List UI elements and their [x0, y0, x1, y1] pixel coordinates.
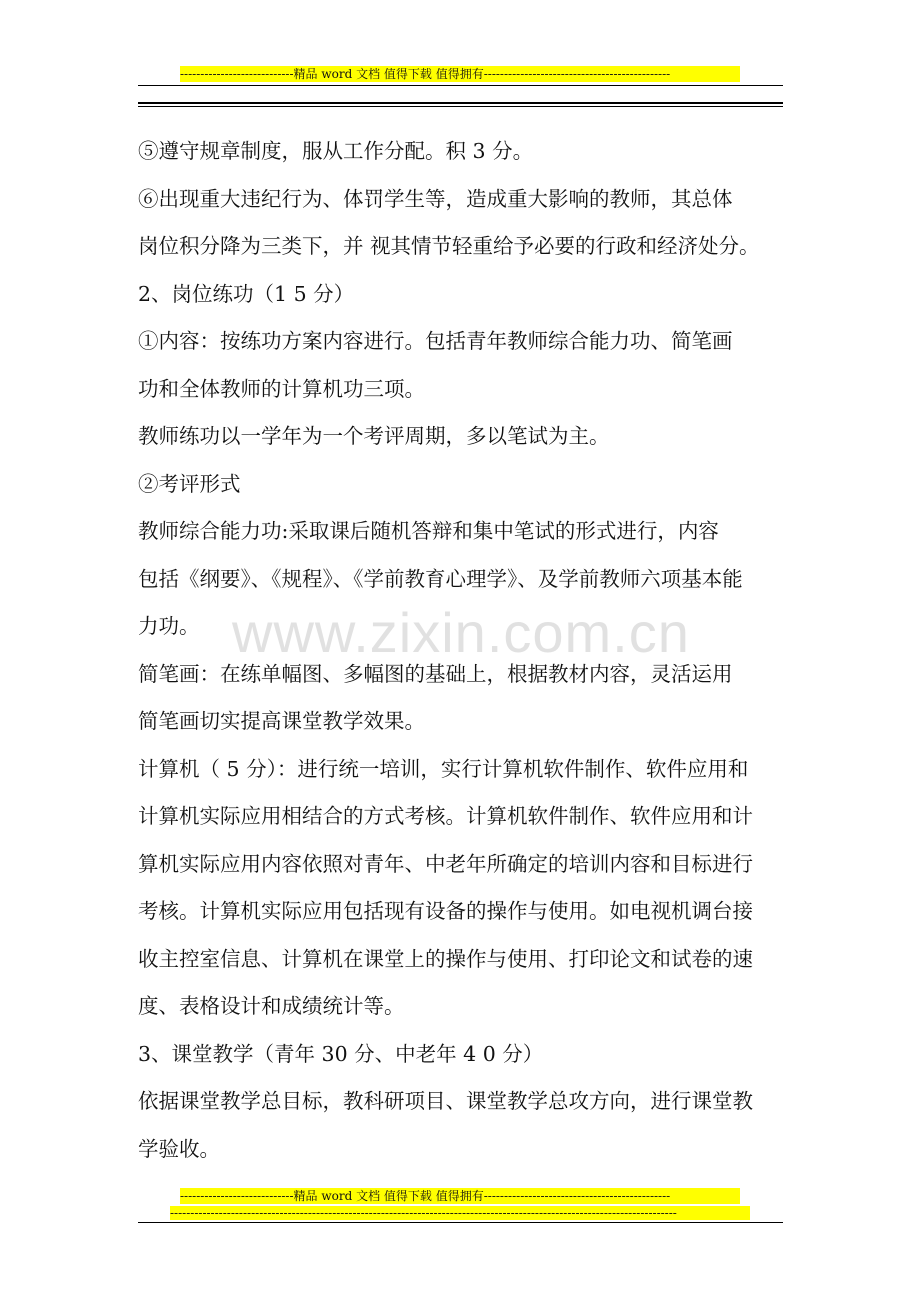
text-line-12: 简笔画：在练单幅图、多幅图的基础上，根据教材内容，灵活运用	[138, 661, 733, 686]
section-heading-2: 2、岗位练功（1 5 分）	[138, 281, 355, 306]
text-line-19: 度、表格设计和成绩统计等。	[138, 994, 405, 1018]
header-rule-thin	[138, 106, 783, 107]
text-line-21: 依据课堂教学总目标，教科研项目、课堂教学总攻方向，进行课堂教	[138, 1089, 753, 1113]
text-line-8: ②考评形式	[138, 471, 241, 496]
text-line-17: 考核。计算机实际应用包括现有设备的操作与使用。如电视机调台接	[138, 899, 753, 923]
text-line-15: 计算机实际应用相结合的方式考核。计算机软件制作、软件应用和计	[138, 804, 753, 828]
text-line-16: 算机实际应用内容依照对青年、中老年所确定的培训内容和目标进行	[138, 851, 753, 876]
footer-rule	[138, 1222, 783, 1223]
watermark: www.zixin.com.cn	[232, 601, 690, 664]
header-banner: ----------------------------精品 word 文档 值得下载 值得拥有----------------------------------------------	[180, 66, 740, 82]
text-line-14: 计算机（ 5 分）：进行统一培训，实行计算机软件制作、软件应用和	[138, 756, 749, 781]
text-line-1: ⑤遵守规章制度，服从工作分配。积 3 分。	[138, 139, 534, 163]
text-line-13: 简笔画切实提高课堂教学效果。	[138, 709, 425, 733]
footer-banner: ----------------------------精品 word 文档 值得下载 值得拥有----------------------------------------------	[180, 1188, 740, 1204]
text-line-6: 功和全体教师的计算机功三项。	[138, 376, 425, 401]
text-line-22: 学验收。	[138, 1136, 220, 1161]
text-line-3: 岗位积分降为三类下，并 视其情节轻重给予必要的行政和经济处分。	[138, 234, 760, 258]
header-rule-top	[138, 85, 783, 86]
text-line-11: 力功。	[138, 614, 200, 638]
section-heading-3: 3、课堂教学（青年 30 分、中老年 4 0 分）	[138, 1041, 544, 1066]
text-line-18: 收主控室信息、计算机在课堂上的操作与使用、打印论文和试卷的速	[138, 946, 753, 971]
footer-dashes: -----------------------------------------------------------------------------------------------------------------------------	[170, 1206, 750, 1220]
text-line-10: 包括《纲要》、《规程》、《学前教育心理学》、及学前教师六项基本能	[138, 566, 743, 591]
header-rule-thick	[138, 102, 783, 104]
text-line-9: 教师综合能力功:采取课后随机答辩和集中笔试的形式进行，内容	[138, 519, 719, 543]
text-line-7: 教师练功以一学年为一个考评周期，多以笔试为主。	[138, 424, 610, 448]
text-line-5: ①内容：按练功方案内容进行。包括青年教师综合能力功、简笔画	[138, 329, 733, 353]
text-line-2: ⑥出现重大违纪行为、体罚学生等，造成重大影响的教师，其总体	[138, 186, 733, 211]
